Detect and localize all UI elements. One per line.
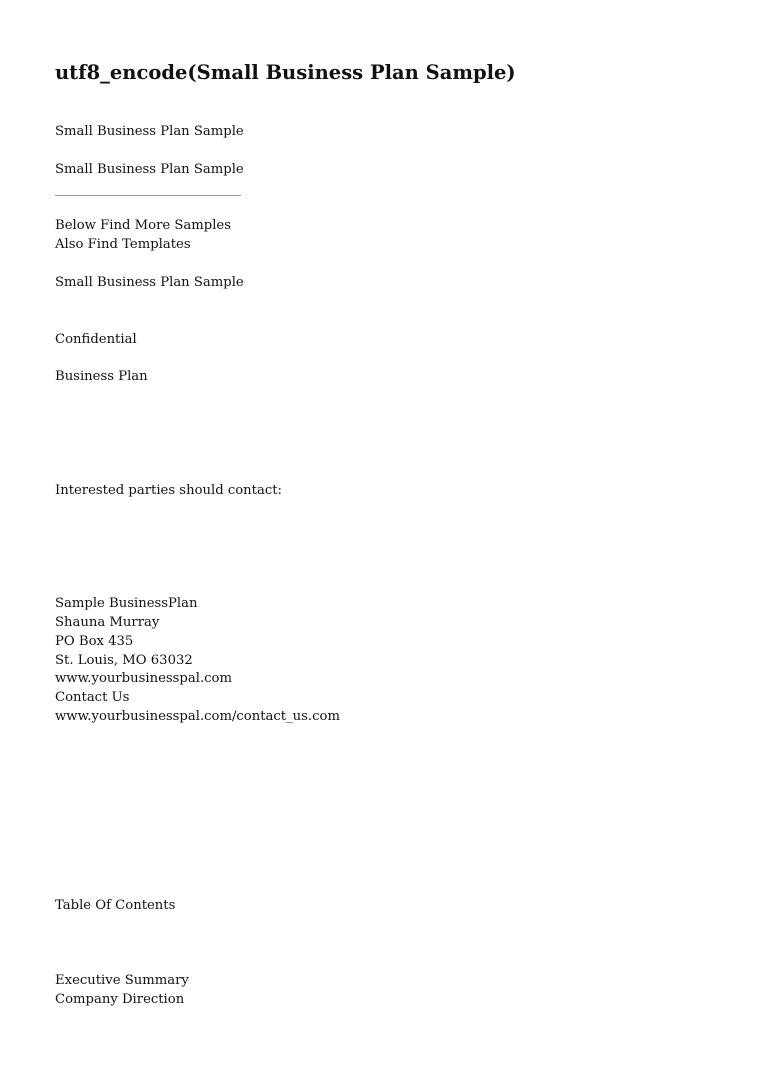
document-title: utf8_encode(Small Business Plan Sample) (55, 61, 516, 84)
toc-item: Company Direction (55, 992, 185, 1007)
contact-website: www.yourbusinesspal.com (55, 671, 232, 686)
contact-us-label: Contact Us (55, 690, 130, 705)
templates-line: Also Find Templates (55, 237, 191, 252)
contact-name: Shauna Murray (55, 615, 160, 630)
heading-line-1: Small Business Plan Sample (55, 124, 244, 139)
contact-company: Sample BusinessPlan (55, 596, 198, 611)
contact-city: St. Louis, MO 63032 (55, 653, 193, 668)
contact-url: www.yourbusinesspal.com/contact_us.com (55, 709, 340, 724)
confidential-line: Confidential (55, 332, 137, 347)
toc-heading: Table Of Contents (55, 898, 176, 913)
heading-line-2: Small Business Plan Sample (55, 162, 244, 177)
interested-parties-line: Interested parties should contact: (55, 483, 282, 498)
toc-item: Executive Summary (55, 973, 189, 988)
separator-rule (55, 195, 241, 196)
business-plan-line: Business Plan (55, 369, 148, 384)
heading-line-3: Small Business Plan Sample (55, 275, 244, 290)
more-samples-line: Below Find More Samples (55, 218, 232, 233)
contact-po-box: PO Box 435 (55, 634, 134, 649)
